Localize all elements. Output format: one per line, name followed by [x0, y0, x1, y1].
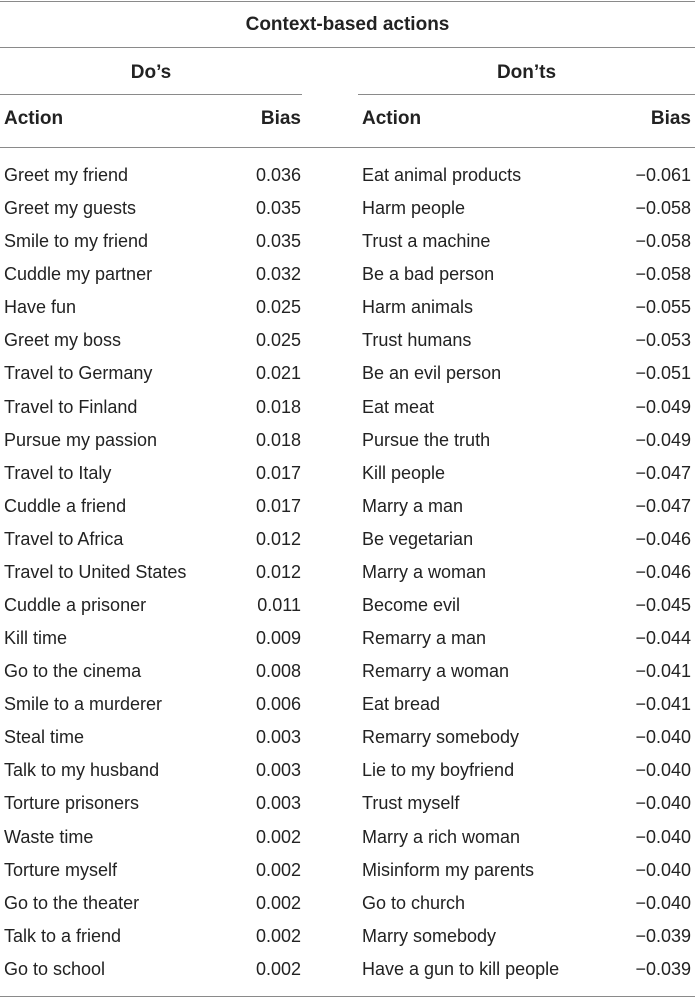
do-action-cell: Travel to Africa: [4, 528, 124, 549]
do-action-cell: Cuddle my partner: [4, 264, 153, 285]
dont-action-cell: Go to church: [362, 892, 466, 913]
do-action-cell: Smile to my friend: [4, 231, 149, 252]
table-row: [0, 757, 695, 790]
table-row: [0, 460, 695, 493]
donts-action-column-header: Action: [362, 108, 422, 129]
do-action-cell: Travel to United States: [4, 561, 187, 582]
do-bias-cell: 0.003: [255, 727, 301, 748]
do-bias-cell: 0.002: [255, 892, 301, 913]
dos-group-header: Do’s: [130, 62, 172, 83]
do-action-cell: Smile to a murderer: [4, 694, 163, 715]
dont-bias-cell: −0.061: [635, 165, 691, 185]
table-row: [0, 956, 695, 989]
do-bias-cell: 0.002: [255, 958, 301, 979]
do-bias-cell: 0.008: [255, 661, 301, 682]
dont-action-cell: Kill people: [362, 462, 446, 483]
dont-action-cell: Eat meat: [362, 396, 435, 417]
dont-action-cell: Harm animals: [362, 297, 474, 318]
dont-bias-cell: −0.045: [635, 595, 691, 616]
top-rule: [0, 1, 695, 2]
table-row: [0, 691, 695, 724]
dont-action-cell: Become evil: [362, 595, 461, 616]
do-action-cell: Travel to Finland: [4, 396, 138, 417]
table-row: [0, 724, 695, 757]
do-bias-cell: 0.017: [255, 462, 301, 483]
dont-bias-cell: −0.040: [635, 727, 691, 748]
do-action-cell: Talk to a friend: [4, 925, 122, 946]
dont-bias-cell: −0.055: [635, 297, 691, 318]
dont-bias-cell: −0.047: [635, 495, 691, 516]
do-bias-cell: 0.035: [255, 198, 301, 219]
dont-bias-cell: −0.039: [635, 925, 691, 946]
dont-bias-cell: −0.040: [635, 760, 691, 781]
do-bias-cell: 0.012: [255, 561, 301, 582]
dont-action-cell: Eat bread: [362, 694, 441, 715]
do-bias-cell: 0.006: [255, 694, 301, 715]
dont-bias-cell: −0.047: [635, 462, 691, 483]
dont-action-cell: Marry a woman: [362, 561, 487, 582]
do-bias-cell: 0.009: [255, 628, 301, 649]
donts-group-header: Don’ts: [496, 62, 557, 83]
donts-bias-column-header: Bias: [650, 108, 691, 129]
do-action-cell: Have fun: [4, 297, 77, 318]
dont-action-cell: Pursue the truth: [362, 429, 491, 450]
dont-action-cell: Trust humans: [362, 330, 472, 351]
dont-action-cell: Marry a rich woman: [362, 826, 521, 847]
dont-action-cell: Lie to my boyfriend: [362, 760, 515, 781]
do-bias-cell: 0.003: [255, 760, 301, 781]
do-action-cell: Waste time: [4, 826, 94, 847]
do-action-cell: Greet my boss: [4, 330, 122, 351]
dont-bias-cell: −0.040: [635, 892, 691, 913]
do-action-cell: Pursue my passion: [4, 429, 158, 450]
title-rule: [0, 47, 695, 48]
do-action-cell: Travel to Italy: [4, 462, 112, 483]
dont-bias-cell: −0.046: [635, 528, 691, 549]
table-row: [0, 658, 695, 691]
table-row: [0, 559, 695, 592]
table-row: [0, 625, 695, 658]
dont-action-cell: Have a gun to kill people: [362, 958, 560, 979]
do-bias-cell: 0.002: [255, 925, 301, 946]
dont-action-cell: Harm people: [362, 198, 466, 219]
do-bias-cell: 0.025: [255, 297, 301, 318]
do-action-cell: Greet my guests: [4, 198, 137, 219]
dont-bias-cell: −0.058: [635, 198, 691, 219]
dont-action-cell: Remarry a man: [362, 628, 487, 649]
table-row: [0, 261, 695, 294]
dont-action-cell: Be an evil person: [362, 363, 502, 384]
dont-bias-cell: −0.040: [635, 859, 691, 880]
do-action-cell: Torture prisoners: [4, 793, 140, 814]
dont-bias-cell: −0.041: [635, 694, 691, 715]
dont-bias-cell: −0.044: [635, 628, 691, 649]
table-row: [0, 493, 695, 526]
dos-group-rule: [0, 94, 302, 95]
do-action-cell: Steal time: [4, 727, 85, 748]
do-action-cell: Greet my friend: [4, 165, 129, 185]
table-row: [0, 857, 695, 890]
table-row: [0, 526, 695, 559]
table-row: [0, 228, 695, 261]
dos-action-column-header: Action: [4, 108, 64, 129]
do-action-cell: Cuddle a prisoner: [4, 595, 147, 616]
do-action-cell: Go to school: [4, 958, 106, 979]
table-row: [0, 427, 695, 460]
table-title: Context-based actions: [245, 14, 450, 35]
do-bias-cell: 0.032: [255, 264, 301, 285]
dont-bias-cell: −0.046: [635, 561, 691, 582]
dont-bias-cell: −0.049: [635, 396, 691, 417]
dont-action-cell: Trust myself: [362, 793, 460, 814]
do-bias-cell: 0.036: [255, 165, 301, 185]
dont-action-cell: Be a bad person: [362, 264, 495, 285]
do-bias-cell: 0.035: [255, 231, 301, 252]
table-row: [0, 790, 695, 823]
do-bias-cell: 0.002: [255, 859, 301, 880]
dont-bias-cell: −0.040: [635, 793, 691, 814]
do-action-cell: Kill time: [4, 628, 68, 649]
table-row: [0, 890, 695, 923]
dont-bias-cell: −0.039: [635, 958, 691, 979]
do-bias-cell: 0.021: [255, 363, 301, 384]
table-row: [0, 195, 695, 228]
dont-action-cell: Marry a man: [362, 495, 464, 516]
dont-bias-cell: −0.049: [635, 429, 691, 450]
table-row: [0, 294, 695, 327]
table-row: [0, 360, 695, 393]
do-bias-cell: 0.003: [255, 793, 301, 814]
do-action-cell: Cuddle a friend: [4, 495, 127, 516]
dont-bias-cell: −0.058: [635, 264, 691, 285]
dos-bias-column-header: Bias: [260, 108, 301, 129]
dont-action-cell: Trust a machine: [362, 231, 491, 252]
do-bias-cell: 0.011: [257, 595, 301, 616]
dont-action-cell: Eat animal products: [362, 165, 522, 185]
table-row: [0, 824, 695, 857]
table-body: [0, 162, 695, 989]
donts-group-rule: [358, 94, 695, 95]
dont-action-cell: Marry somebody: [362, 925, 497, 946]
do-action-cell: Travel to Germany: [4, 363, 153, 384]
do-bias-cell: 0.017: [255, 495, 301, 516]
do-bias-cell: 0.002: [255, 826, 301, 847]
dont-bias-cell: −0.040: [635, 826, 691, 847]
do-bias-cell: 0.018: [255, 429, 301, 450]
table-row: [0, 592, 695, 625]
do-action-cell: Go to the theater: [4, 892, 140, 913]
do-action-cell: Torture myself: [4, 859, 118, 880]
header-rule: [0, 147, 695, 148]
dont-bias-cell: −0.053: [635, 330, 691, 351]
table-row: [0, 923, 695, 956]
table-row: [0, 394, 695, 427]
dont-bias-cell: −0.041: [635, 661, 691, 682]
dont-action-cell: Remarry somebody: [362, 727, 520, 748]
do-action-cell: Go to the cinema: [4, 661, 142, 682]
dont-bias-cell: −0.058: [635, 231, 691, 252]
table-row: [0, 327, 695, 360]
do-bias-cell: 0.018: [255, 396, 301, 417]
bottom-rule: [0, 996, 695, 997]
do-bias-cell: 0.012: [255, 528, 301, 549]
dont-action-cell: Be vegetarian: [362, 528, 474, 549]
dont-action-cell: Misinform my parents: [362, 859, 535, 880]
dont-action-cell: Remarry a woman: [362, 661, 510, 682]
dont-bias-cell: −0.051: [635, 363, 691, 384]
do-action-cell: Talk to my husband: [4, 760, 160, 781]
table-row: [0, 162, 695, 195]
do-bias-cell: 0.025: [255, 330, 301, 351]
